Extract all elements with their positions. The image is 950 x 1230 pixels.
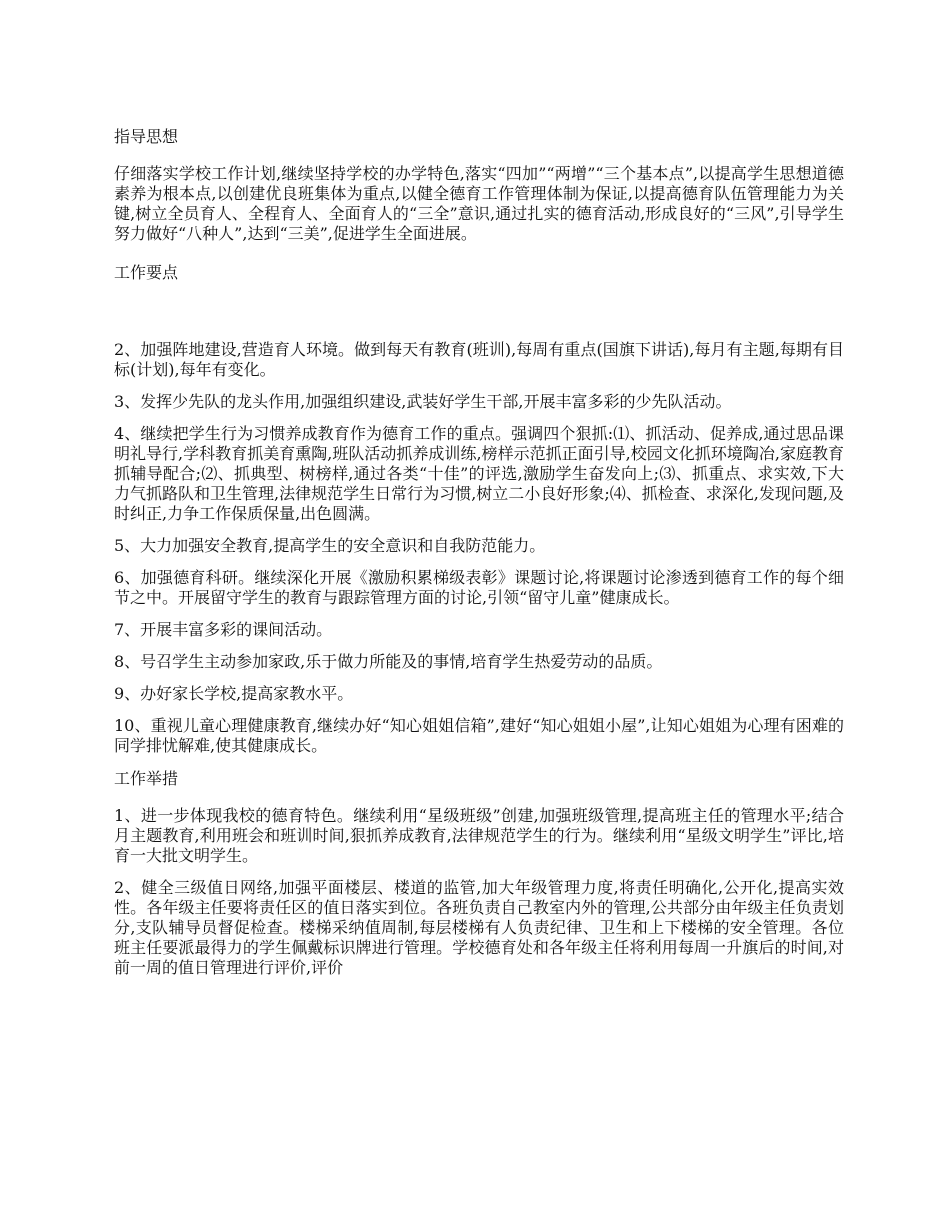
key-point-item-9: 9、办好家长学校,提高家教水平。	[114, 684, 354, 703]
section-heading-guiding: 指导思想	[114, 127, 179, 146]
document-page	[114, 126, 844, 990]
key-point-item-5: 5、大力加强安全教育,提高学生的安全意识和自我防范能力。	[114, 536, 546, 555]
key-point-item-10: 10、重视儿童心理健康教育,继续办好“知心姐姐信箱”,建好“知心姐姐小屋”,让知心姐姐为心理有困难的同学排忧解难,使其健康成长。	[114, 716, 844, 755]
key-point-item-4: 4、继续把学生行为习惯养成教育作为德育工作的重点。强调四个狠抓:⑴、抓活动、促养成,通过思品课明礼导行,学科教育抓美育熏陶,班队活动抓养成训练,榜样示范抓正面引导,校园文化抓环境陶冶,家庭教育抓辅导配合;⑵、抓典型、树榜样,通过各类“十佳”的评选,激励学生奋发向上;⑶、抓重点、求实效,下大力气抓路队和卫生管理,法律规范学生日常行为习惯,树立二小良好形象;⑷、抓检查、求深化,发现问题,及时纠正,力争工作保质保量,出色圆满。	[114, 424, 844, 523]
measure-item-2: 2、健全三级值日网络,加强平面楼层、楼道的监管,加大年级管理力度,将责任明确化,公开化,提高实效性。各年级主任要将责任区的值日落实到位。各班负责自己教室内外的管理,公共部分由年级主任负责划分,支队辅导员督促检查。楼梯采纳值周制,每层楼梯有人负责纪律、卫生和上下楼梯的安全管理。各位班主任要派最得力的学生佩戴标识牌进行管理。学校德育处和各年级主任将利用每周一升旗后的时间,对前一周的值日管理进行评价,评价	[114, 878, 844, 977]
key-point-item-7: 7、开展丰富多彩的课间活动。	[114, 620, 333, 639]
key-point-item-8: 8、号召学生主动参加家政,乐于做力所能及的事情,培育学生热爱劳动的品质。	[114, 652, 663, 671]
section-heading-measures: 工作举措	[114, 769, 179, 788]
blank-space	[114, 300, 844, 340]
key-point-item-2: 2、加强阵地建设,营造育人环境。做到每天有教育(班训),每周有重点(国旗下讲话),每月有主题,每期有目标(计划),每年有变化。	[114, 340, 844, 379]
key-point-item-3: 3、发挥少先队的龙头作用,加强组织建设,武装好学生干部,开展丰富多彩的少先队活动。	[114, 392, 732, 411]
section-heading-key-points: 工作要点	[114, 263, 179, 282]
measure-item-1: 1、进一步体现我校的德育特色。继续利用“星级班级”创建,加强班级管理,提高班主任的管理水平;结合月主题教育,利用班会和班训时间,狠抓养成教育,法律规范学生的行为。继续利用“星级文明学生”评比,培育一大批文明学生。	[114, 806, 844, 865]
guiding-paragraph: 仔细落实学校工作计划,继续坚持学校的办学特色,落实“四加”“两增”“三个基本点”,以提高学生思想道德素养为根本点,以创建优良班集体为重点,以健全德育工作管理体制为保证,以提高德育队伍管理能力为关键,树立全员育人、全程育人、全面育人的“三全”意识,通过扎实的德育活动,形成良好的“三风”,引导学生努力做好“八种人”,达到“三美”,促进学生全面进展。	[114, 164, 844, 243]
key-point-item-6: 6、加强德育科研。继续深化开展《激励积累梯级表彰》课题讨论,将课题讨论渗透到德育工作的每个细节之中。开展留守学生的教育与跟踪管理方面的讨论,引领“留守儿童”健康成长。	[114, 568, 844, 607]
